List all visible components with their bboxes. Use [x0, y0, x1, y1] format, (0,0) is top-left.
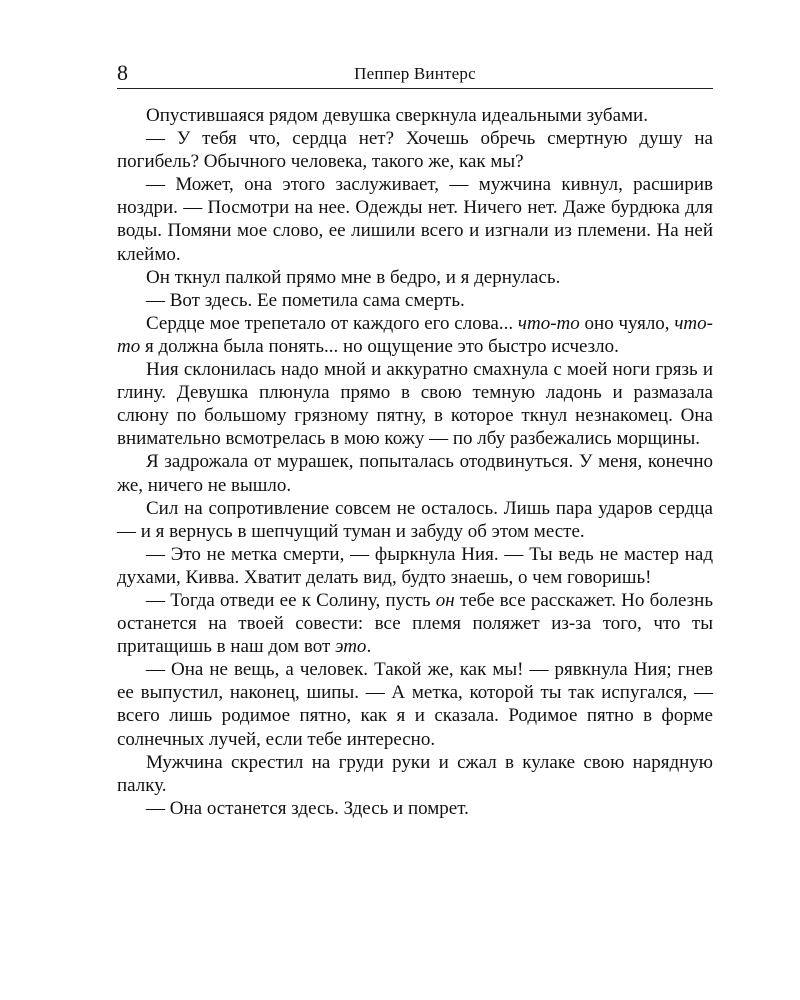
text-segment: — У тебя что, сердца нет? Хочешь обречь смертную душу на погибель? Обычного человека, такого же, как мы?	[117, 128, 713, 173]
paragraph	[117, 173, 713, 265]
header-rule	[117, 88, 713, 89]
text-segment: Ния склонилась надо мной и аккуратно смахнула с моей ноги грязь и глину. Девушка плюнула прямо в свою темную ладонь и размазала слюну по большому грязному пятну, в которое ткнул незнакомец. Она внимательно всмотрелась в мою кожу — по лбу разбежались морщины.	[117, 359, 713, 450]
paragraph	[117, 497, 713, 543]
paragraph	[117, 658, 713, 750]
paragraph	[117, 127, 713, 173]
paragraph	[117, 797, 713, 820]
body-text	[117, 104, 713, 820]
text-segment: .	[366, 636, 372, 658]
text-segment: я должна была понять... но ощущение это быстро исчезло.	[140, 335, 619, 357]
text-segment: — Это не метка смерти, — фыркнула Ния. — Ты ведь не мастер над духами, Кивва. Хватит делать вид, будто знаешь, о чем говоришь!	[117, 543, 713, 588]
text-segment: — Она не вещь, а человек. Такой же, как мы! — рявкнула Ния; гнев ее выпустил, наконец, шипы. — А метка, которой ты так испугался, — всего лишь родимое пятно, как я и сказала. Родимое пятно в форме солнечных лучей, если тебе интересно.	[117, 659, 713, 750]
paragraph	[117, 358, 713, 450]
text-segment: Сил на сопротивление совсем не осталось. Лишь пара ударов сердца — и я вернусь в шепчущий туман и забуду об этом месте.	[117, 497, 713, 542]
text-segment: оно чуяло,	[579, 312, 675, 334]
paragraph	[117, 589, 713, 658]
text-segment: Опустившаяся рядом девушка сверкнула идеальными зубами.	[146, 105, 648, 126]
paragraph	[117, 751, 713, 797]
paragraph	[117, 266, 713, 289]
page-number: 8	[117, 60, 128, 85]
text-segment: — Тогда отведи ее к Солину, пусть	[146, 589, 436, 611]
italic-text: он	[435, 589, 455, 611]
text-segment: Мужчина скрестил на груди руки и сжал в кулаке свою нарядную палку.	[117, 751, 713, 796]
paragraph	[117, 104, 713, 127]
paragraph	[117, 450, 713, 496]
text-segment: — Может, она этого заслуживает, — мужчина кивнул, расширив ноздри. — Посмотри на нее. Одежды нет. Ничего нет. Даже бурдюка для воды. Помяни мое слово, ее лишили всего и изгнали из племени. На ней клеймо.	[117, 174, 713, 265]
text-segment: — Вот здесь. Ее пометила сама смерть.	[146, 289, 465, 311]
paragraph	[117, 312, 713, 358]
italic-text: что-то	[117, 312, 713, 357]
paragraph	[117, 289, 713, 312]
text-segment: тебе все расскажет. Но болезнь останется на твоей совести: все племя поляжет из-за того, что ты притащишь в наш дом вот	[117, 589, 713, 658]
text-segment: Сердце мое трепетало от каждого его слова...	[146, 312, 518, 334]
text-segment: Он ткнул палкой прямо мне в бедро, и я дернулась.	[146, 266, 561, 288]
italic-text: что-то	[517, 312, 580, 334]
paragraph	[117, 543, 713, 589]
page-header	[117, 60, 713, 88]
text-segment: Я задрожала от мурашек, попыталась отодвинуться. У меня, конечно же, ничего не вышло.	[117, 451, 713, 496]
text-segment: — Она останется здесь. Здесь и помрет.	[146, 797, 469, 819]
italic-text: это	[335, 636, 367, 658]
running-head: Пеппер Винтерс	[354, 64, 476, 83]
